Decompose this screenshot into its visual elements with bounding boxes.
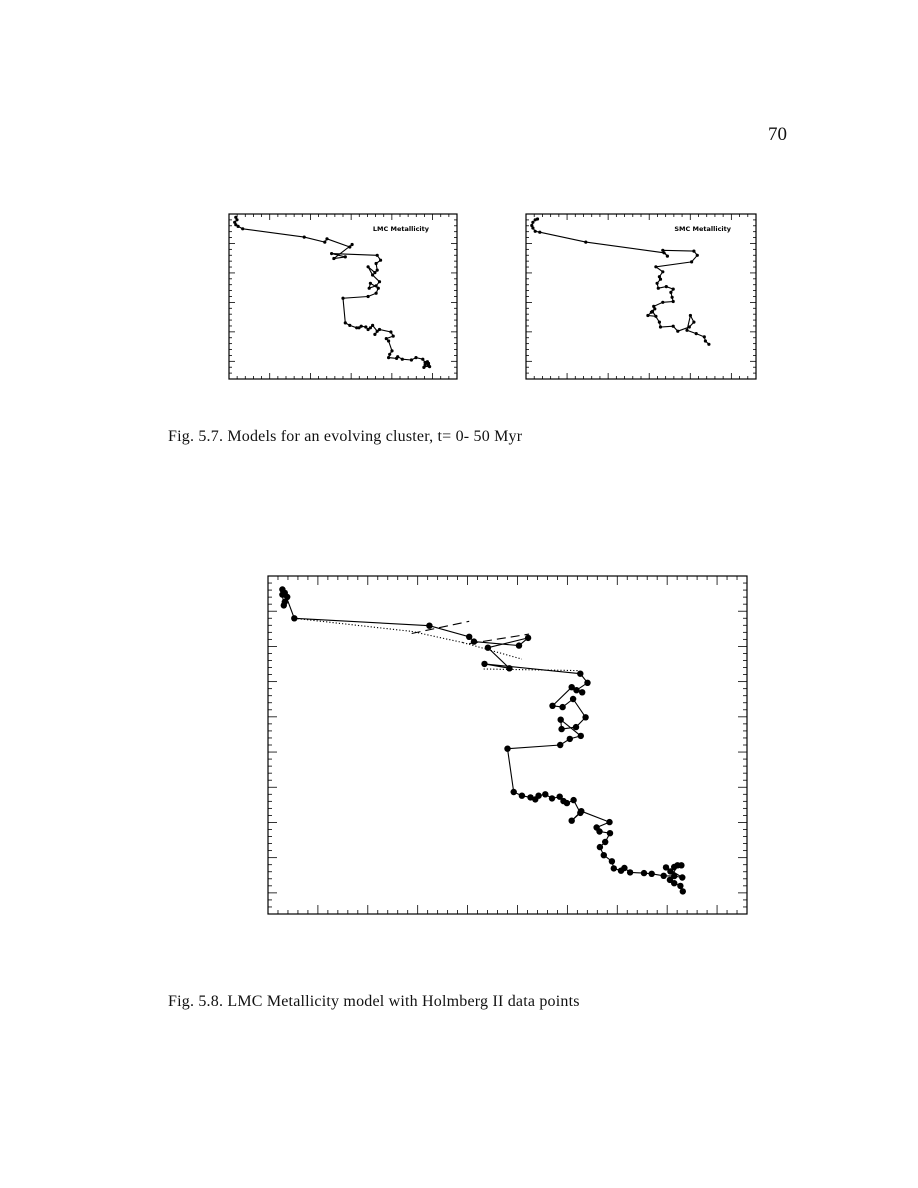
data-point [658, 321, 661, 324]
data-point [378, 328, 381, 331]
data-point [661, 873, 667, 879]
data-point [569, 684, 575, 690]
data-point [672, 325, 675, 328]
data-point [303, 236, 306, 239]
data-point [578, 808, 584, 814]
data-point [330, 252, 333, 255]
data-point [674, 862, 680, 868]
data-point [281, 602, 287, 608]
data-point [504, 746, 510, 752]
data-point [680, 888, 686, 894]
data-point [573, 724, 579, 730]
data-point [578, 733, 584, 739]
data-point [564, 800, 570, 806]
data-point [685, 329, 688, 332]
data-point [653, 307, 656, 310]
data-point [704, 339, 707, 342]
data-point [367, 265, 370, 268]
data-point [364, 325, 367, 328]
data-point [378, 280, 381, 283]
data-point [516, 642, 522, 648]
series-line [235, 217, 430, 367]
data-point [651, 310, 654, 313]
data-point [525, 635, 531, 641]
data-point [481, 661, 487, 667]
data-point [703, 335, 706, 338]
data-point [549, 795, 555, 801]
figure-5-8-caption: Fig. 5.8. LMC Metallicity model with Holmberg II data points [168, 993, 580, 1010]
data-point [672, 300, 675, 303]
data-point [596, 828, 602, 834]
data-point [538, 231, 541, 234]
data-point [671, 296, 674, 299]
data-point [606, 819, 612, 825]
data-point [291, 615, 297, 621]
data-point [237, 225, 240, 228]
data-point [559, 704, 565, 710]
data-point [690, 260, 693, 263]
data-point [656, 282, 659, 285]
data-point [649, 871, 655, 877]
data-point [375, 284, 378, 287]
data-point [377, 287, 380, 290]
data-point [241, 227, 244, 230]
data-point [558, 726, 564, 732]
data-point [396, 355, 399, 358]
data-point [661, 249, 664, 252]
series-line [282, 590, 682, 892]
data-point [387, 339, 390, 342]
data-point [506, 665, 512, 671]
data-point [388, 353, 391, 356]
data-point [519, 793, 525, 799]
data-point [325, 237, 328, 240]
data-point [557, 742, 563, 748]
data-point [421, 358, 424, 361]
data-point [387, 356, 390, 359]
series-line [412, 621, 470, 633]
data-point [371, 273, 374, 276]
chart-title: LMC Metallicity [372, 225, 429, 233]
data-point [627, 869, 633, 875]
data-point [602, 839, 608, 845]
data-point [535, 793, 541, 799]
data-point [375, 262, 378, 265]
data-point [369, 326, 372, 329]
data-point [671, 880, 677, 886]
plot-frame [526, 214, 756, 379]
data-point [379, 259, 382, 262]
data-point [692, 250, 695, 253]
data-point [696, 254, 699, 257]
data-point [323, 241, 326, 244]
data-point [385, 337, 388, 340]
chart-title: SMC Metallicity [674, 225, 731, 233]
data-point [282, 590, 288, 596]
data-point [344, 321, 347, 324]
data-point [531, 221, 534, 224]
data-point [427, 363, 430, 366]
series-line [294, 618, 411, 631]
data-point [549, 703, 555, 709]
data-point [659, 278, 662, 281]
data-point [332, 257, 335, 260]
data-point [601, 852, 607, 858]
data-point [579, 689, 585, 695]
data-point [654, 265, 657, 268]
data-point [369, 282, 372, 285]
data-point [401, 358, 404, 361]
data-point [371, 324, 374, 327]
data-point [410, 358, 413, 361]
data-point [570, 696, 576, 702]
data-point [360, 325, 363, 328]
data-point [373, 333, 376, 336]
data-point [511, 789, 517, 795]
data-point [695, 332, 698, 335]
data-point [534, 218, 537, 221]
data-point [679, 874, 685, 880]
data-point [621, 865, 627, 871]
data-point [569, 818, 575, 824]
data-point [688, 325, 691, 328]
data-point [348, 324, 351, 327]
data-point [351, 243, 354, 246]
data-point [609, 858, 615, 864]
data-point [665, 285, 668, 288]
data-point [466, 634, 472, 640]
data-point [426, 623, 432, 629]
data-point [376, 254, 379, 257]
data-point [607, 830, 613, 836]
figure-5-7-caption: Fig. 5.7. Models for an evolving cluster, t= 0- 50 Myr [168, 428, 523, 445]
data-point [584, 241, 587, 244]
data-point [582, 714, 588, 720]
data-point [611, 865, 617, 871]
data-point [689, 314, 692, 317]
data-point [659, 325, 662, 328]
data-point [570, 797, 576, 803]
data-point [392, 335, 395, 338]
data-point [534, 230, 537, 233]
data-point [584, 680, 590, 686]
plot-frame [229, 214, 457, 379]
data-point [348, 245, 351, 248]
data-point [235, 218, 238, 221]
data-point [531, 226, 534, 229]
data-point [389, 330, 392, 333]
data-point [368, 287, 371, 290]
data-point [367, 295, 370, 298]
data-point [542, 791, 548, 797]
data-point [672, 288, 675, 291]
smc-metallicity-chart [526, 214, 756, 379]
data-point [692, 321, 695, 324]
page-number: 70 [768, 124, 787, 145]
data-point [390, 349, 393, 352]
data-point [414, 356, 417, 359]
data-point [661, 301, 664, 304]
data-point [676, 330, 679, 333]
data-point [341, 297, 344, 300]
series-line [532, 219, 709, 344]
data-point [657, 287, 660, 290]
data-point [471, 638, 477, 644]
data-point [375, 292, 378, 295]
data-point [669, 291, 672, 294]
data-point [677, 883, 683, 889]
data-point [376, 269, 379, 272]
data-point [661, 270, 664, 273]
lmc-metallicity-chart [229, 214, 457, 379]
data-point [646, 314, 649, 317]
data-point [567, 736, 573, 742]
data-point [373, 271, 376, 274]
data-point [707, 343, 710, 346]
data-point [577, 671, 583, 677]
data-point [654, 315, 657, 318]
data-point [558, 717, 564, 723]
data-point [641, 870, 647, 876]
lmc-holmberg-chart [268, 576, 747, 914]
data-point [666, 255, 669, 258]
data-point [344, 255, 347, 258]
data-point [597, 844, 603, 850]
